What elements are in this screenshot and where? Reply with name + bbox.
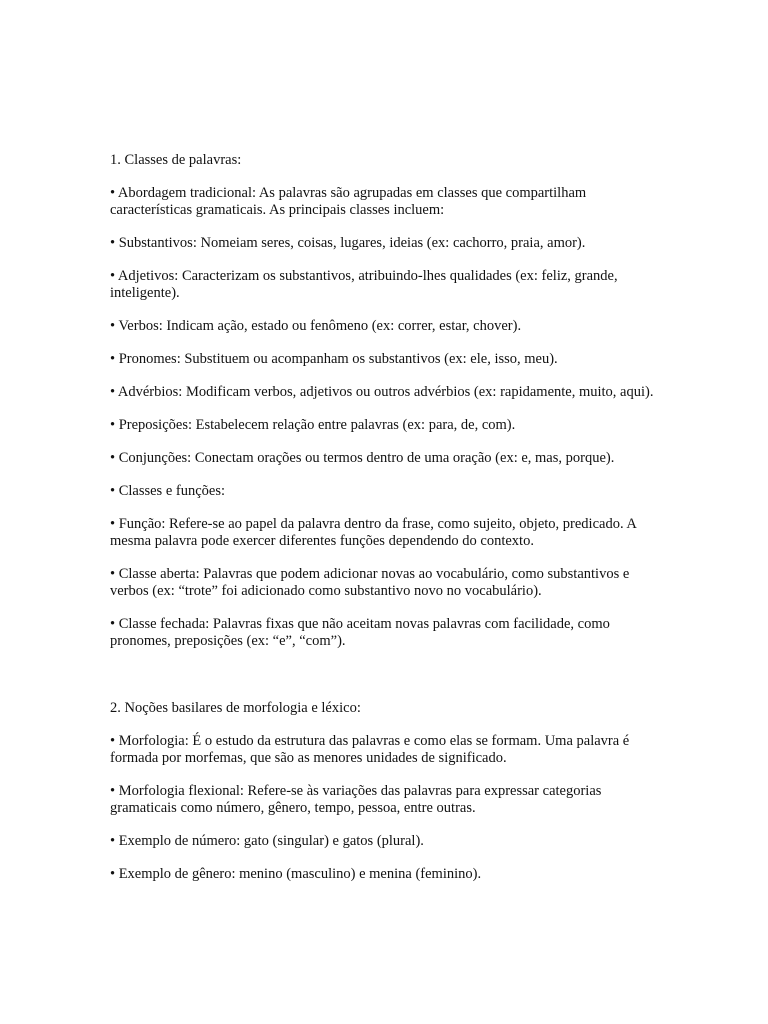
paragraph-conjuncoes: • Conjunções: Conectam orações ou termos dentro de uma oração (ex: e, mas, porque). (110, 450, 615, 466)
paragraph-classe-aberta: • Classe aberta: Palavras que podem adicionar novas ao vocabulário, como substantivos e verbos (ex: “trote” foi adicionado como substantivo novo no vocabulário). (110, 566, 630, 599)
paragraph-substantivos: • Substantivos: Nomeiam seres, coisas, lugares, ideias (ex: cachorro, praia, amor). (110, 235, 586, 251)
paragraph-preposicoes: • Preposições: Estabelecem relação entre palavras (ex: para, de, com). (110, 417, 516, 433)
paragraph-verbos: • Verbos: Indicam ação, estado ou fenômeno (ex: correr, estar, chover). (110, 318, 522, 334)
paragraph-abordagem: • Abordagem tradicional: As palavras são agrupadas em classes que compartilham características gramaticais. As principais classes incluem: (110, 185, 587, 218)
paragraph-pronomes: • Pronomes: Substituem ou acompanham os substantivos (ex: ele, isso, meu). (110, 351, 558, 367)
document-page (110, 152, 662, 899)
paragraph-exemplo-numero: • Exemplo de número: gato (singular) e gatos (plural). (110, 833, 424, 849)
paragraph-classes-funcoes: • Classes e funções: (110, 483, 226, 499)
paragraph-morfologia: • Morfologia: É o estudo da estrutura das palavras e como elas se formam. Uma palavra é formada por morfemas, que são as menores unidades de significado. (110, 733, 630, 766)
paragraph-adjetivos: • Adjetivos: Caracterizam os substantivos, atribuindo-lhes qualidades (ex: feliz, grande, inteligente). (110, 268, 618, 301)
paragraph-exemplo-genero: • Exemplo de gênero: menino (masculino) e menina (feminino). (110, 866, 482, 882)
section-heading-classes: 1. Classes de palavras: (110, 152, 242, 168)
section-heading-morfologia: 2. Noções basilares de morfologia e léxico: (110, 700, 361, 716)
paragraph-classe-fechada: • Classe fechada: Palavras fixas que não aceitam novas palavras com facilidade, como pronomes, preposições (ex: “e”, “com”). (110, 616, 610, 649)
paragraph-morfologia-flexional: • Morfologia flexional: Refere-se às variações das palavras para expressar categorias gramaticais como número, gênero, tempo, pessoa, entre outras. (110, 783, 602, 816)
paragraph-adverbios: • Advérbios: Modificam verbos, adjetivos ou outros advérbios (ex: rapidamente, muito, aqui). (110, 384, 654, 400)
paragraph-funcao: • Função: Refere-se ao papel da palavra dentro da frase, como sujeito, objeto, predicado. A mesma palavra pode exercer diferentes funções dependendo do contexto. (110, 516, 637, 549)
